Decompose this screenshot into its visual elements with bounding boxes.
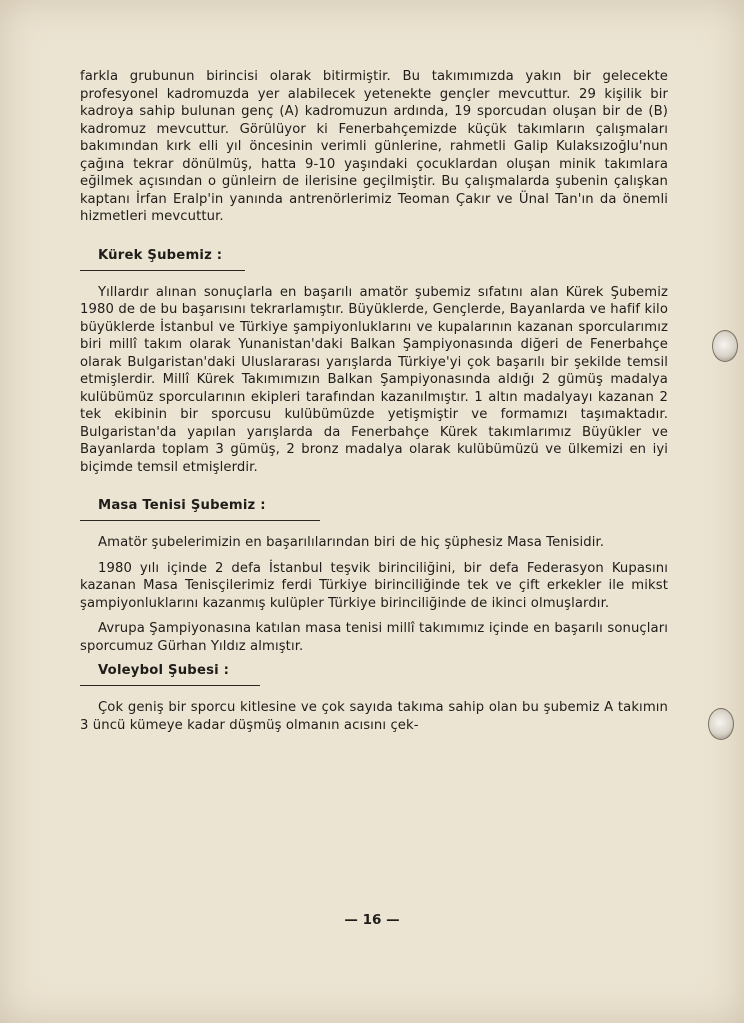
- voleybol-heading-rule: [80, 685, 260, 686]
- kurek-heading: Kürek Şubemiz :: [98, 247, 223, 263]
- kurek-heading-rule: [80, 270, 245, 271]
- binder-hole-lower: [708, 708, 734, 740]
- masa-tenisi-heading-rule: [80, 520, 320, 521]
- masa-tenisi-paragraph-2: 1980 yılı içinde 2 defa İstanbul teşvik birinciliğini, bir defa Federasyon Kupasını kazanan Masa Tenisçilerimiz ferdi Türkiye birinciliğinde tek ve çift erkekler ile mikst şampiyonluklarını kazanmış kulüpler Türkiye birinciliğinde de ikinci olmuşlardır.: [80, 560, 668, 611]
- voleybol-paragraph: Çok geniş bir sporcu kitlesine ve çok sayıda takıma sahip olan bu şubemiz A takımın 3 üncü kümeye kadar düşmüş olmanın acısını çek-: [80, 700, 668, 733]
- kurek-paragraph: Yıllardır alınan sonuçlarla en başarılı amatör şubemiz sıfatını alan Kürek Şubemiz 1980 de de bu başarısını tekrarlamıştır. Büyüklerde, Gençlerde, Bayanlarda ve hafif kilo büyüklerde İstanbul ve Türkiye şampiyonluklarını ve kupalarının kazanan sporcularımız biri millî takım olarak Yunanistan'daki Balkan Şampiyonasında diğeri de Fenerbahçe olarak Bulgaristan'daki Uluslararası yarışlarda Türkiye'yi çok başarılı bir şekilde temsil etmişlerdir. Millî Kürek Takımımızın Balkan Şampiyonasında aldığı 2 gümüş madalya kulübümüz sporcularının ekipleri tarafından kazanılmıştır. 1 altın madalyayı kazanan 2 tek ekibinin bir sporcusu kulübümüzde yetişmiştir ve formamızı taşımaktadır. Bulgaristan'da yapılan yarışlarda da Fenerbahçe Kürek takımlarımız Büyükler ve Bayanlarda toplam 3 gümüş, 2 bronz madalya olarak kulübümüzü ve ülkemizi en iyi biçimde temsil etmişlerdir.: [80, 284, 668, 475]
- voleybol-heading: Voleybol Şubesi :: [98, 663, 230, 678]
- page-content: [80, 68, 668, 734]
- intro-paragraph: farkla grubunun birincisi olarak bitirmiştir. Bu takımımızda yakın bir gelecekte profesyonel kadromuzda yer alabilecek yetenekte gençler mevcuttur. 29 kişilik bir kadroya sahip bulunan genç (A) kadromuzun ardında, 19 sporcudan oluşan bir de (B) kadromuz mevcuttur. Görülüyor ki Fenerbahçemizde küçük takımların çalışmaları bakımından kırk elli yıl öncesinin verimli günlerine, rahmetli Galip Kulaksızoğlu'nun çağına tekrar dönülmüş, hatta 9-10 yaşındaki çocuklardan oluşan minik takımlara eğilmek açısından o günleirn de ilerisine geçilmiştir. Bu çalışmalarda şubenin çalışkan kaptanı İrfan Eralp'in yanında antrenörlerimiz Teoman Çakır ve Ünal Tan'ın da önemli hizmetleri mevcuttur.: [80, 69, 668, 224]
- masa-tenisi-heading: Masa Tenisi Şubemiz :: [98, 498, 266, 513]
- masa-tenisi-heading-block: [80, 498, 668, 526]
- page-number: — 16 —: [344, 912, 400, 928]
- kurek-heading-block: [80, 248, 668, 276]
- masa-tenisi-paragraph-1: Amatör şubelerimizin en başarılılarından biri de hiç şüphesiz Masa Tenisidir.: [98, 535, 605, 550]
- binder-hole-upper: [712, 330, 738, 362]
- masa-tenisi-paragraph-3: Avrupa Şampiyonasına katılan masa tenisi millî takımımız içinde en başarılı sonuçları sporcumuz Gürhan Yıldız almıştır.: [80, 621, 668, 654]
- voleybol-heading-block: [80, 663, 668, 691]
